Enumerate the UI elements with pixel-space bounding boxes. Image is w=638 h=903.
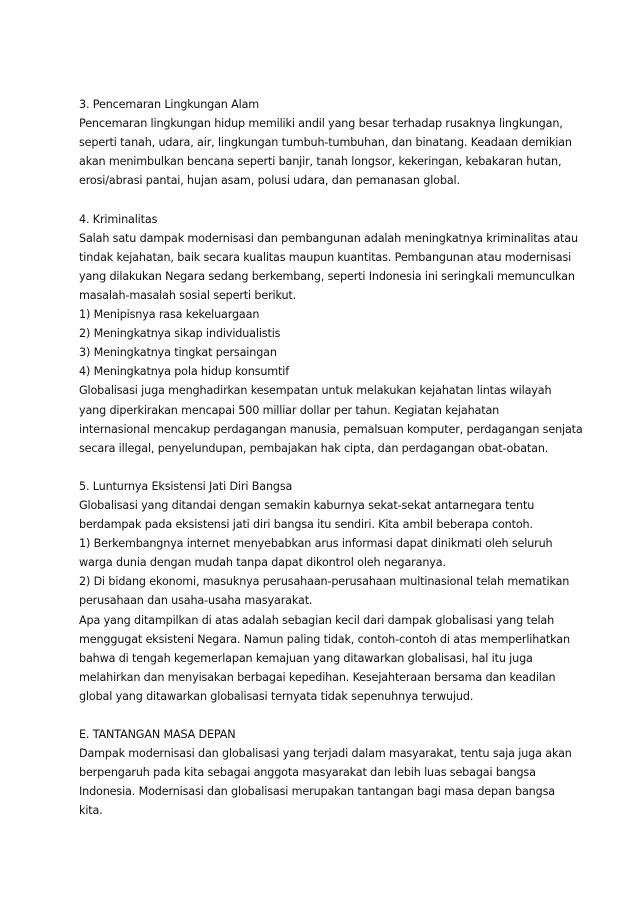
paragraph-line: secara illegal, penyelundupan, pembajakan hak cipta, dan perdagangan obat-obatan. <box>79 441 549 455</box>
document-body <box>79 95 583 821</box>
paragraph-line: yang dilakukan Negara sedang berkembang, seperti Indonesia ini seringkali memunculkan <box>79 269 575 283</box>
paragraph-line: 1) Berkembangnya internet menyebabkan arus informasi dapat dinikmati oleh seluruh <box>79 537 553 551</box>
paragraph-line: Pencemaran lingkungan hidup memiliki andil yang besar terhadap rusaknya lingkungan, <box>79 117 563 131</box>
paragraph-line: warga dunia dengan mudah tanpa dapat dikontrol oleh negaranya. <box>79 556 446 570</box>
section-heading-tantangan: E. TANTANGAN MASA DEPAN <box>79 728 236 742</box>
paragraph-line: berpengaruh pada kita sebagai anggota masyarakat dan lebih luas sebagai bangsa <box>79 766 536 780</box>
paragraph-line: perusahaan dan usaha-usaha masyarakat. <box>79 594 313 608</box>
section-heading-jati-diri: 5. Lunturnya Eksistensi Jati Diri Bangsa <box>79 479 293 493</box>
paragraph-line: kita. <box>79 804 103 818</box>
paragraph-line: Globalisasi juga menghadirkan kesempatan untuk melakukan kejahatan lintas wilayah <box>79 384 552 398</box>
paragraph-line: melahirkan dan menyisakan berbagai kepedihan. Kesejahteraan bersama dan keadilan <box>79 670 556 684</box>
paragraph-line: Indonesia. Modernisasi dan globalisasi merupakan tantangan bagi masa depan bangsa <box>79 785 555 799</box>
paragraph-spacer <box>79 706 579 725</box>
section-heading-kriminalitas: 4. Kriminalitas <box>79 212 158 226</box>
paragraph-line: yang diperkirakan mencapai 500 milliar dollar per tahun. Kegiatan kejahatan <box>79 403 500 417</box>
list-item: 2) Meningkatnya sikap individualistis <box>79 327 281 341</box>
paragraph-line: berdampak pada eksistensi jati diri bangsa itu sendiri. Kita ambil beberapa contoh. <box>79 518 533 532</box>
paragraph-line: menggugat eksisteni Negara. Namun paling tidak, contoh-contoh di atas memperlihatkan <box>79 632 570 646</box>
paragraph-line: Dampak modernisasi dan globalisasi yang terjadi dalam masyarakat, tentu saja juga akan <box>79 747 572 761</box>
paragraph-line: Apa yang ditampilkan di atas adalah sebagian kecil dari dampak globalisasi yang telah <box>79 613 555 627</box>
paragraph-line: tindak kejahatan, baik secara kualitas maupun kuantitas. Pembangunan atau modernisasi <box>79 250 572 264</box>
list-item: 4) Meningkatnya pola hidup konsumtif <box>79 365 289 379</box>
list-item: 1) Menipisnya rasa kekeluargaan <box>79 308 260 322</box>
paragraph-line: seperti tanah, udara, air, lingkungan tumbuh-tumbuhan, dan binatang. Keadaan demikian <box>79 136 572 150</box>
paragraph-line: bahwa di tengah kegemerlapan kemajuan yang ditawarkan globalisasi, hal itu juga <box>79 651 533 665</box>
paragraph-line: internasional mencakup perdagangan manusia, pemalsuan komputer, perdagangan senjata <box>79 422 583 436</box>
paragraph-spacer <box>79 458 579 477</box>
paragraph-line: 2) Di bidang ekonomi, masuknya perusahaan-perusahaan multinasional telah mematikan <box>79 575 570 589</box>
paragraph-line: Salah satu dampak modernisasi dan pembangunan adalah meningkatnya kriminalitas atau <box>79 231 578 245</box>
paragraph-line: Globalisasi yang ditandai dengan semakin kaburnya sekat-sekat antarnegara tentu <box>79 498 535 512</box>
paragraph-line: masalah-masalah sosial seperti berikut. <box>79 288 297 302</box>
paragraph-line: global yang ditawarkan globalisasi ternyata tidak sepenuhnya terwujud. <box>79 689 474 703</box>
paragraph-line: erosi/abrasi pantai, hujan asam, polusi udara, dan pemanasan global. <box>79 174 460 188</box>
paragraph-spacer <box>79 190 579 209</box>
list-item: 3) Meningkatnya tingkat persaingan <box>79 346 277 360</box>
paragraph-line: akan menimbulkan bencana seperti banjir, tanah longsor, kekeringan, kebakaran hutan, <box>79 155 562 169</box>
section-heading-pencemaran: 3. Pencemaran Lingkungan Alam <box>79 98 260 111</box>
